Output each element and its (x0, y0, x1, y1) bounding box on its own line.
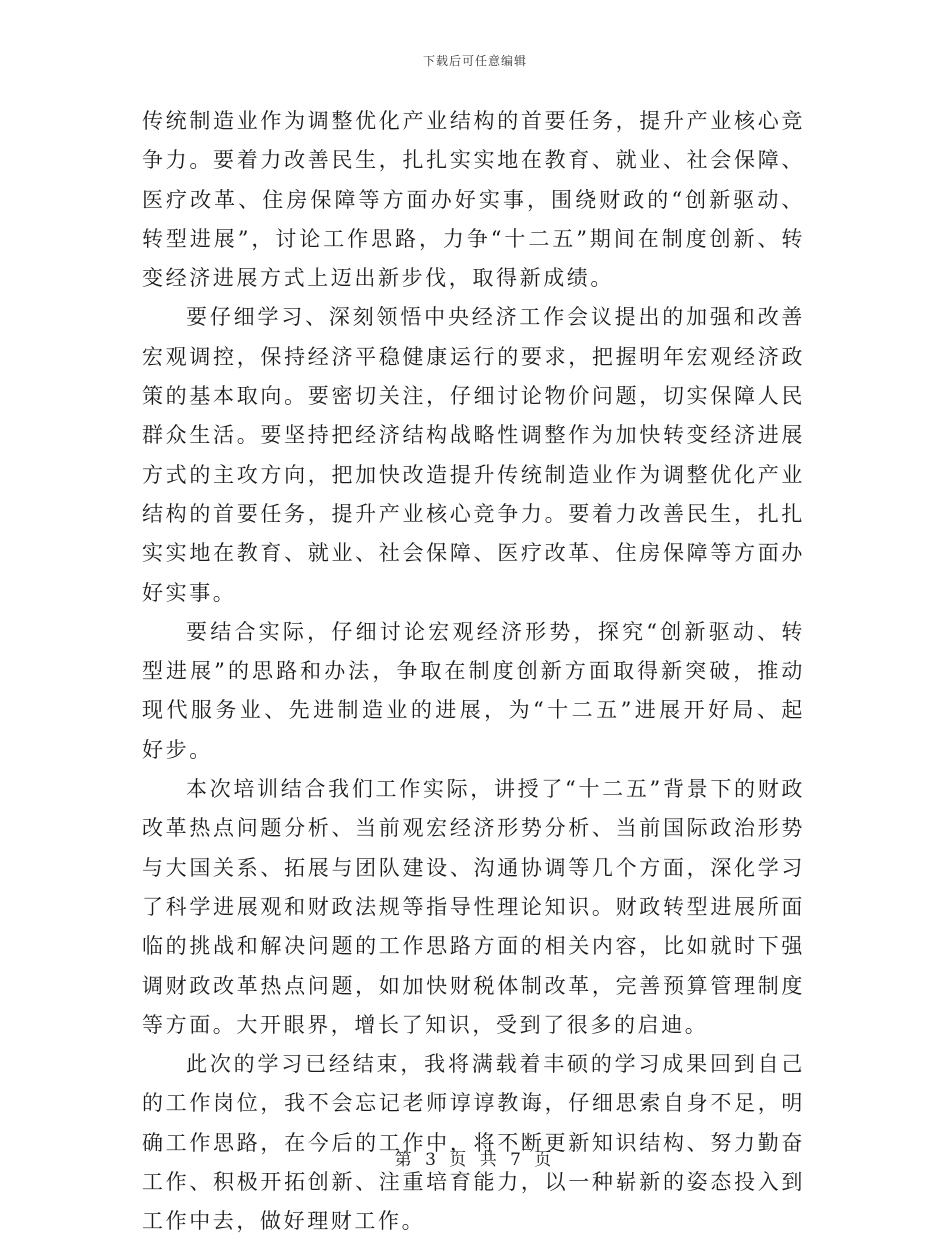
paragraph-combine-practice: 要结合实际，仔细讨论宏观经济形势，探究“创新驱动、转型进展”的思路和办法，争取在制度创新方面取得新突破，推动现代服务业、先进制造业的进展，为“十二五”进展开好局、起好步。 (142, 619, 805, 762)
paragraph-conclusion: 此次的学习已经结束，我将满载着丰硕的学习成果回到自己的工作岗位，我不会忘记老师谆谆教诲，仔细思索自身不足，明确工作思路，在今后的工作中，将不断更新知识结构、努力勤奋工作、积极开拓创新、注重培育能力，以一种崭新的姿态投入到工作中去，做好理财工作。 (142, 1052, 805, 1234)
footer-suffix: 页 (534, 1150, 556, 1170)
page-header-note: 下载后可任意编辑 (422, 54, 527, 68)
paragraph-training-content: 本次培训结合我们工作实际，讲授了“十二五”背景下的财政改革热点问题分析、当前观宏经济形势分析、当前国际政治形势与大国关系、拓展与团队建设、沟通协调等几个方面，深化学习了科学进展观和财政法规等指导性理论知识。财政转型进展所面临的挑战和解决问题的工作思路方面的相关内容，比如就时下强调财政改革热点问题，如加快财税体制改革，完善预算管理制度等方面。大开眼界，增长了知识，受到了很多的启迪。 (142, 777, 805, 1037)
footer-middle: 页 共 (449, 1150, 501, 1170)
page-number-footer (0, 1145, 950, 1170)
footer-prefix: 第 (394, 1150, 416, 1170)
paragraph-continued: 传统制造业作为调整优化产业结构的首要任务，提升产业核心竞争力。要着力改善民生，扎扎实实地在教育、就业、社会保障、医疗改革、住房保障等方面办好实事，围绕财政的“创新驱动、转型进展”，讨论工作思路，力争“十二五”期间在制度创新、转变经济进展方式上迈出新步伐，取得新成绩。 (142, 109, 805, 291)
footer-current-page: 3 (425, 1150, 440, 1170)
document-body (142, 102, 805, 1242)
footer-total-pages: 7 (510, 1150, 525, 1170)
paragraph-macro-control: 要仔细学习、深刻领悟中央经济工作会议提出的加强和改善宏观调控，保持经济平稳健康运行的要求，把握明年宏观经济政策的基本取向。要密切关注，仔细讨论物价问题，切实保障人民群众生活。要坚持把经济结构战略性调整作为加快转变经济进展方式的主攻方向，把加快改造提升传统制造业作为调整优化产业结构的首要任务，提升产业核心竞争力。要着力改善民生，扎扎实实地在教育、就业、社会保障、医疗改革、住房保障等方面办好实事。 (142, 305, 805, 605)
